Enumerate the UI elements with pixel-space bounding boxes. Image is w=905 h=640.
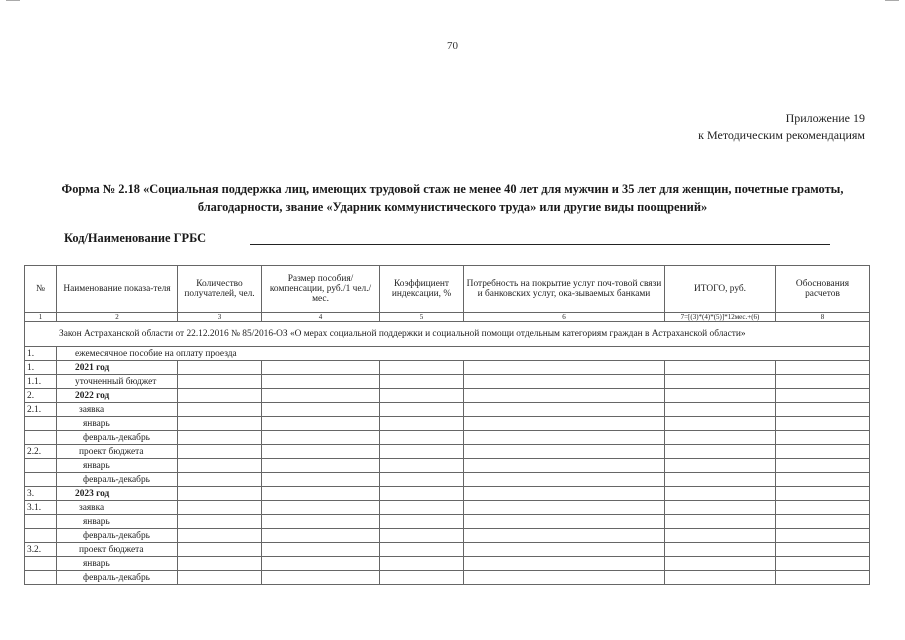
row-number <box>25 473 57 487</box>
header-cell: Обоснования расчетов <box>776 266 870 313</box>
row-number: 1. <box>25 347 57 361</box>
table-row <box>25 515 870 529</box>
law-reference-row <box>25 322 870 347</box>
empty-value-cell[interactable] <box>178 431 262 445</box>
column-number: 6 <box>464 313 665 322</box>
empty-value-cell[interactable] <box>262 375 380 389</box>
empty-value-cell[interactable] <box>464 389 665 403</box>
column-number: 7=[(3)*(4)*(5)]*12мес.+(6) <box>665 313 776 322</box>
empty-value-cell[interactable] <box>464 543 665 557</box>
empty-value-cell[interactable] <box>776 501 870 515</box>
row-indicator-name: январь <box>57 515 178 529</box>
empty-value-cell[interactable] <box>262 543 380 557</box>
row-number: 2.2. <box>25 445 57 459</box>
empty-value-cell[interactable] <box>262 571 380 585</box>
empty-value-cell[interactable] <box>380 431 464 445</box>
header-cell: Размер пособия/компенсации, руб./1 чел./мес. <box>262 266 380 313</box>
empty-value-cell[interactable] <box>776 459 870 473</box>
empty-value-cell[interactable] <box>262 389 380 403</box>
empty-value-cell[interactable] <box>178 417 262 431</box>
row-indicator-name: проект бюджета <box>57 445 178 459</box>
empty-value-cell[interactable] <box>262 529 380 543</box>
empty-value-cell[interactable] <box>380 501 464 515</box>
empty-value-cell[interactable] <box>178 487 262 501</box>
form-title: Форма № 2.18 «Социальная поддержка лиц, имеющих трудовой стаж не менее 40 лет для мужчин и 35 лет для женщин, почетные грамоты, благодарности, звание «Ударник коммунистического труда» или другие виды поощрений» <box>61 182 844 214</box>
empty-value-cell[interactable] <box>262 501 380 515</box>
empty-value-cell[interactable] <box>464 417 665 431</box>
empty-value-cell[interactable] <box>776 389 870 403</box>
row-indicator-name: заявка <box>57 403 178 417</box>
empty-value-cell[interactable] <box>464 445 665 459</box>
row-indicator-name: ежемесячное пособие на оплату проезда <box>57 347 870 361</box>
empty-value-cell[interactable] <box>380 557 464 571</box>
column-number: 4 <box>262 313 380 322</box>
table-row <box>25 487 870 501</box>
empty-value-cell[interactable] <box>380 403 464 417</box>
row-indicator-name: февраль-декабрь <box>57 529 178 543</box>
empty-value-cell[interactable] <box>262 557 380 571</box>
row-indicator-name: январь <box>57 417 178 431</box>
header-cell: № <box>25 266 57 313</box>
empty-value-cell[interactable] <box>262 445 380 459</box>
empty-value-cell[interactable] <box>380 515 464 529</box>
empty-value-cell[interactable] <box>665 375 776 389</box>
row-number <box>25 459 57 473</box>
column-number: 2 <box>57 313 178 322</box>
row-number <box>25 529 57 543</box>
table-row <box>25 375 870 389</box>
empty-value-cell[interactable] <box>665 417 776 431</box>
table-row <box>25 571 870 585</box>
row-indicator-name: заявка <box>57 501 178 515</box>
header-cell: Наименование показа-теля <box>57 266 178 313</box>
row-indicator-name: февраль-декабрь <box>57 431 178 445</box>
empty-value-cell[interactable] <box>464 459 665 473</box>
empty-value-cell[interactable] <box>380 473 464 487</box>
header-cell: Количество получателей, чел. <box>178 266 262 313</box>
row-indicator-name: уточненный бюджет <box>57 375 178 389</box>
empty-value-cell[interactable] <box>665 431 776 445</box>
row-indicator-name: февраль-декабрь <box>57 473 178 487</box>
empty-value-cell[interactable] <box>665 403 776 417</box>
empty-value-cell[interactable] <box>776 487 870 501</box>
table-row <box>25 557 870 571</box>
empty-value-cell[interactable] <box>380 417 464 431</box>
empty-value-cell[interactable] <box>665 515 776 529</box>
empty-value-cell[interactable] <box>178 501 262 515</box>
table-row <box>25 403 870 417</box>
table-header-row <box>25 266 870 313</box>
empty-value-cell[interactable] <box>380 375 464 389</box>
empty-value-cell[interactable] <box>262 487 380 501</box>
empty-value-cell[interactable] <box>776 445 870 459</box>
row-number: 3.1. <box>25 501 57 515</box>
row-indicator-name: февраль-декабрь <box>57 571 178 585</box>
empty-value-cell[interactable] <box>464 571 665 585</box>
empty-value-cell[interactable] <box>665 361 776 375</box>
empty-value-cell[interactable] <box>464 515 665 529</box>
empty-value-cell[interactable] <box>776 529 870 543</box>
row-indicator-name: 2022 год <box>57 389 178 403</box>
empty-value-cell[interactable] <box>178 361 262 375</box>
table-row <box>25 347 870 361</box>
row-number: 3. <box>25 487 57 501</box>
empty-value-cell[interactable] <box>665 459 776 473</box>
row-number <box>25 431 57 445</box>
table-row <box>25 389 870 403</box>
empty-value-cell[interactable] <box>380 459 464 473</box>
empty-value-cell[interactable] <box>464 473 665 487</box>
header-cell: ИТОГО, руб. <box>665 266 776 313</box>
empty-value-cell[interactable] <box>262 473 380 487</box>
column-number: 3 <box>178 313 262 322</box>
empty-value-cell[interactable] <box>380 571 464 585</box>
empty-value-cell[interactable] <box>464 431 665 445</box>
row-number: 3.2. <box>25 543 57 557</box>
row-indicator-name: январь <box>57 557 178 571</box>
empty-value-cell[interactable] <box>380 445 464 459</box>
empty-value-cell[interactable] <box>464 375 665 389</box>
header-cell: Потребность на покрытие услуг поч-товой связи и банковских услуг, ока-зываемых банками <box>464 266 665 313</box>
calculation-table <box>24 265 870 585</box>
empty-value-cell[interactable] <box>776 473 870 487</box>
header-cell: Коэффициент индексации, % <box>380 266 464 313</box>
scan-corner-mark <box>6 0 20 1</box>
row-number <box>25 417 57 431</box>
scan-corner-mark <box>885 0 899 1</box>
empty-value-cell[interactable] <box>776 515 870 529</box>
row-indicator-name: 2023 год <box>57 487 178 501</box>
empty-value-cell[interactable] <box>178 543 262 557</box>
empty-value-cell[interactable] <box>262 431 380 445</box>
row-indicator-name: проект бюджета <box>57 543 178 557</box>
empty-value-cell[interactable] <box>776 403 870 417</box>
empty-value-cell[interactable] <box>178 515 262 529</box>
empty-value-cell[interactable] <box>776 431 870 445</box>
empty-value-cell[interactable] <box>776 375 870 389</box>
empty-value-cell[interactable] <box>178 403 262 417</box>
empty-value-cell[interactable] <box>776 557 870 571</box>
empty-value-cell[interactable] <box>178 459 262 473</box>
empty-value-cell[interactable] <box>464 501 665 515</box>
column-number-row <box>25 313 870 322</box>
empty-value-cell[interactable] <box>776 543 870 557</box>
empty-value-cell[interactable] <box>262 459 380 473</box>
empty-value-cell[interactable] <box>380 543 464 557</box>
empty-value-cell[interactable] <box>464 529 665 543</box>
table-row <box>25 473 870 487</box>
empty-value-cell[interactable] <box>464 361 665 375</box>
column-number: 8 <box>776 313 870 322</box>
law-reference: Закон Астраханской области от 22.12.2016 № 85/2016-ОЗ «О мерах социальной поддержки и социальной помощи отдельным категориям граждан в Астраханской области» <box>25 322 870 347</box>
grbs-fill-line <box>250 244 830 245</box>
column-number: 5 <box>380 313 464 322</box>
table-row <box>25 445 870 459</box>
grbs-label: Код/Наименование ГРБС <box>64 231 207 245</box>
empty-value-cell[interactable] <box>776 417 870 431</box>
empty-value-cell[interactable] <box>665 445 776 459</box>
row-indicator-name: январь <box>57 459 178 473</box>
empty-value-cell[interactable] <box>464 557 665 571</box>
empty-value-cell[interactable] <box>665 389 776 403</box>
empty-value-cell[interactable] <box>776 361 870 375</box>
empty-value-cell[interactable] <box>464 403 665 417</box>
page-number: 70 <box>447 40 458 52</box>
row-number: 2. <box>25 389 57 403</box>
empty-value-cell[interactable] <box>262 417 380 431</box>
empty-value-cell[interactable] <box>178 529 262 543</box>
empty-value-cell[interactable] <box>665 473 776 487</box>
empty-value-cell[interactable] <box>178 445 262 459</box>
appendix-line-1: Приложение 19 <box>785 111 865 125</box>
row-number <box>25 557 57 571</box>
appendix-caption <box>698 110 865 144</box>
table-row <box>25 459 870 473</box>
row-number: 1.1. <box>25 375 57 389</box>
empty-value-cell[interactable] <box>178 557 262 571</box>
empty-value-cell[interactable] <box>380 487 464 501</box>
row-number: 1. <box>25 361 57 375</box>
empty-value-cell[interactable] <box>665 543 776 557</box>
empty-value-cell[interactable] <box>776 571 870 585</box>
empty-value-cell[interactable] <box>262 361 380 375</box>
table-row <box>25 361 870 375</box>
row-number <box>25 515 57 529</box>
empty-value-cell[interactable] <box>262 515 380 529</box>
row-indicator-name: 2021 год <box>57 361 178 375</box>
table-row <box>25 543 870 557</box>
empty-value-cell[interactable] <box>665 487 776 501</box>
empty-value-cell[interactable] <box>380 361 464 375</box>
empty-value-cell[interactable] <box>178 389 262 403</box>
empty-value-cell[interactable] <box>262 403 380 417</box>
table-row <box>25 529 870 543</box>
empty-value-cell[interactable] <box>665 501 776 515</box>
empty-value-cell[interactable] <box>665 529 776 543</box>
table-row <box>25 431 870 445</box>
empty-value-cell[interactable] <box>665 557 776 571</box>
empty-value-cell[interactable] <box>178 473 262 487</box>
row-number: 2.1. <box>25 403 57 417</box>
empty-value-cell[interactable] <box>665 571 776 585</box>
appendix-line-2: к Методическим рекомендациям <box>698 128 865 142</box>
row-number <box>25 571 57 585</box>
empty-value-cell[interactable] <box>380 389 464 403</box>
table-row <box>25 501 870 515</box>
empty-value-cell[interactable] <box>464 487 665 501</box>
table-row <box>25 417 870 431</box>
empty-value-cell[interactable] <box>380 529 464 543</box>
empty-value-cell[interactable] <box>178 375 262 389</box>
empty-value-cell[interactable] <box>178 571 262 585</box>
column-number: 1 <box>25 313 57 322</box>
